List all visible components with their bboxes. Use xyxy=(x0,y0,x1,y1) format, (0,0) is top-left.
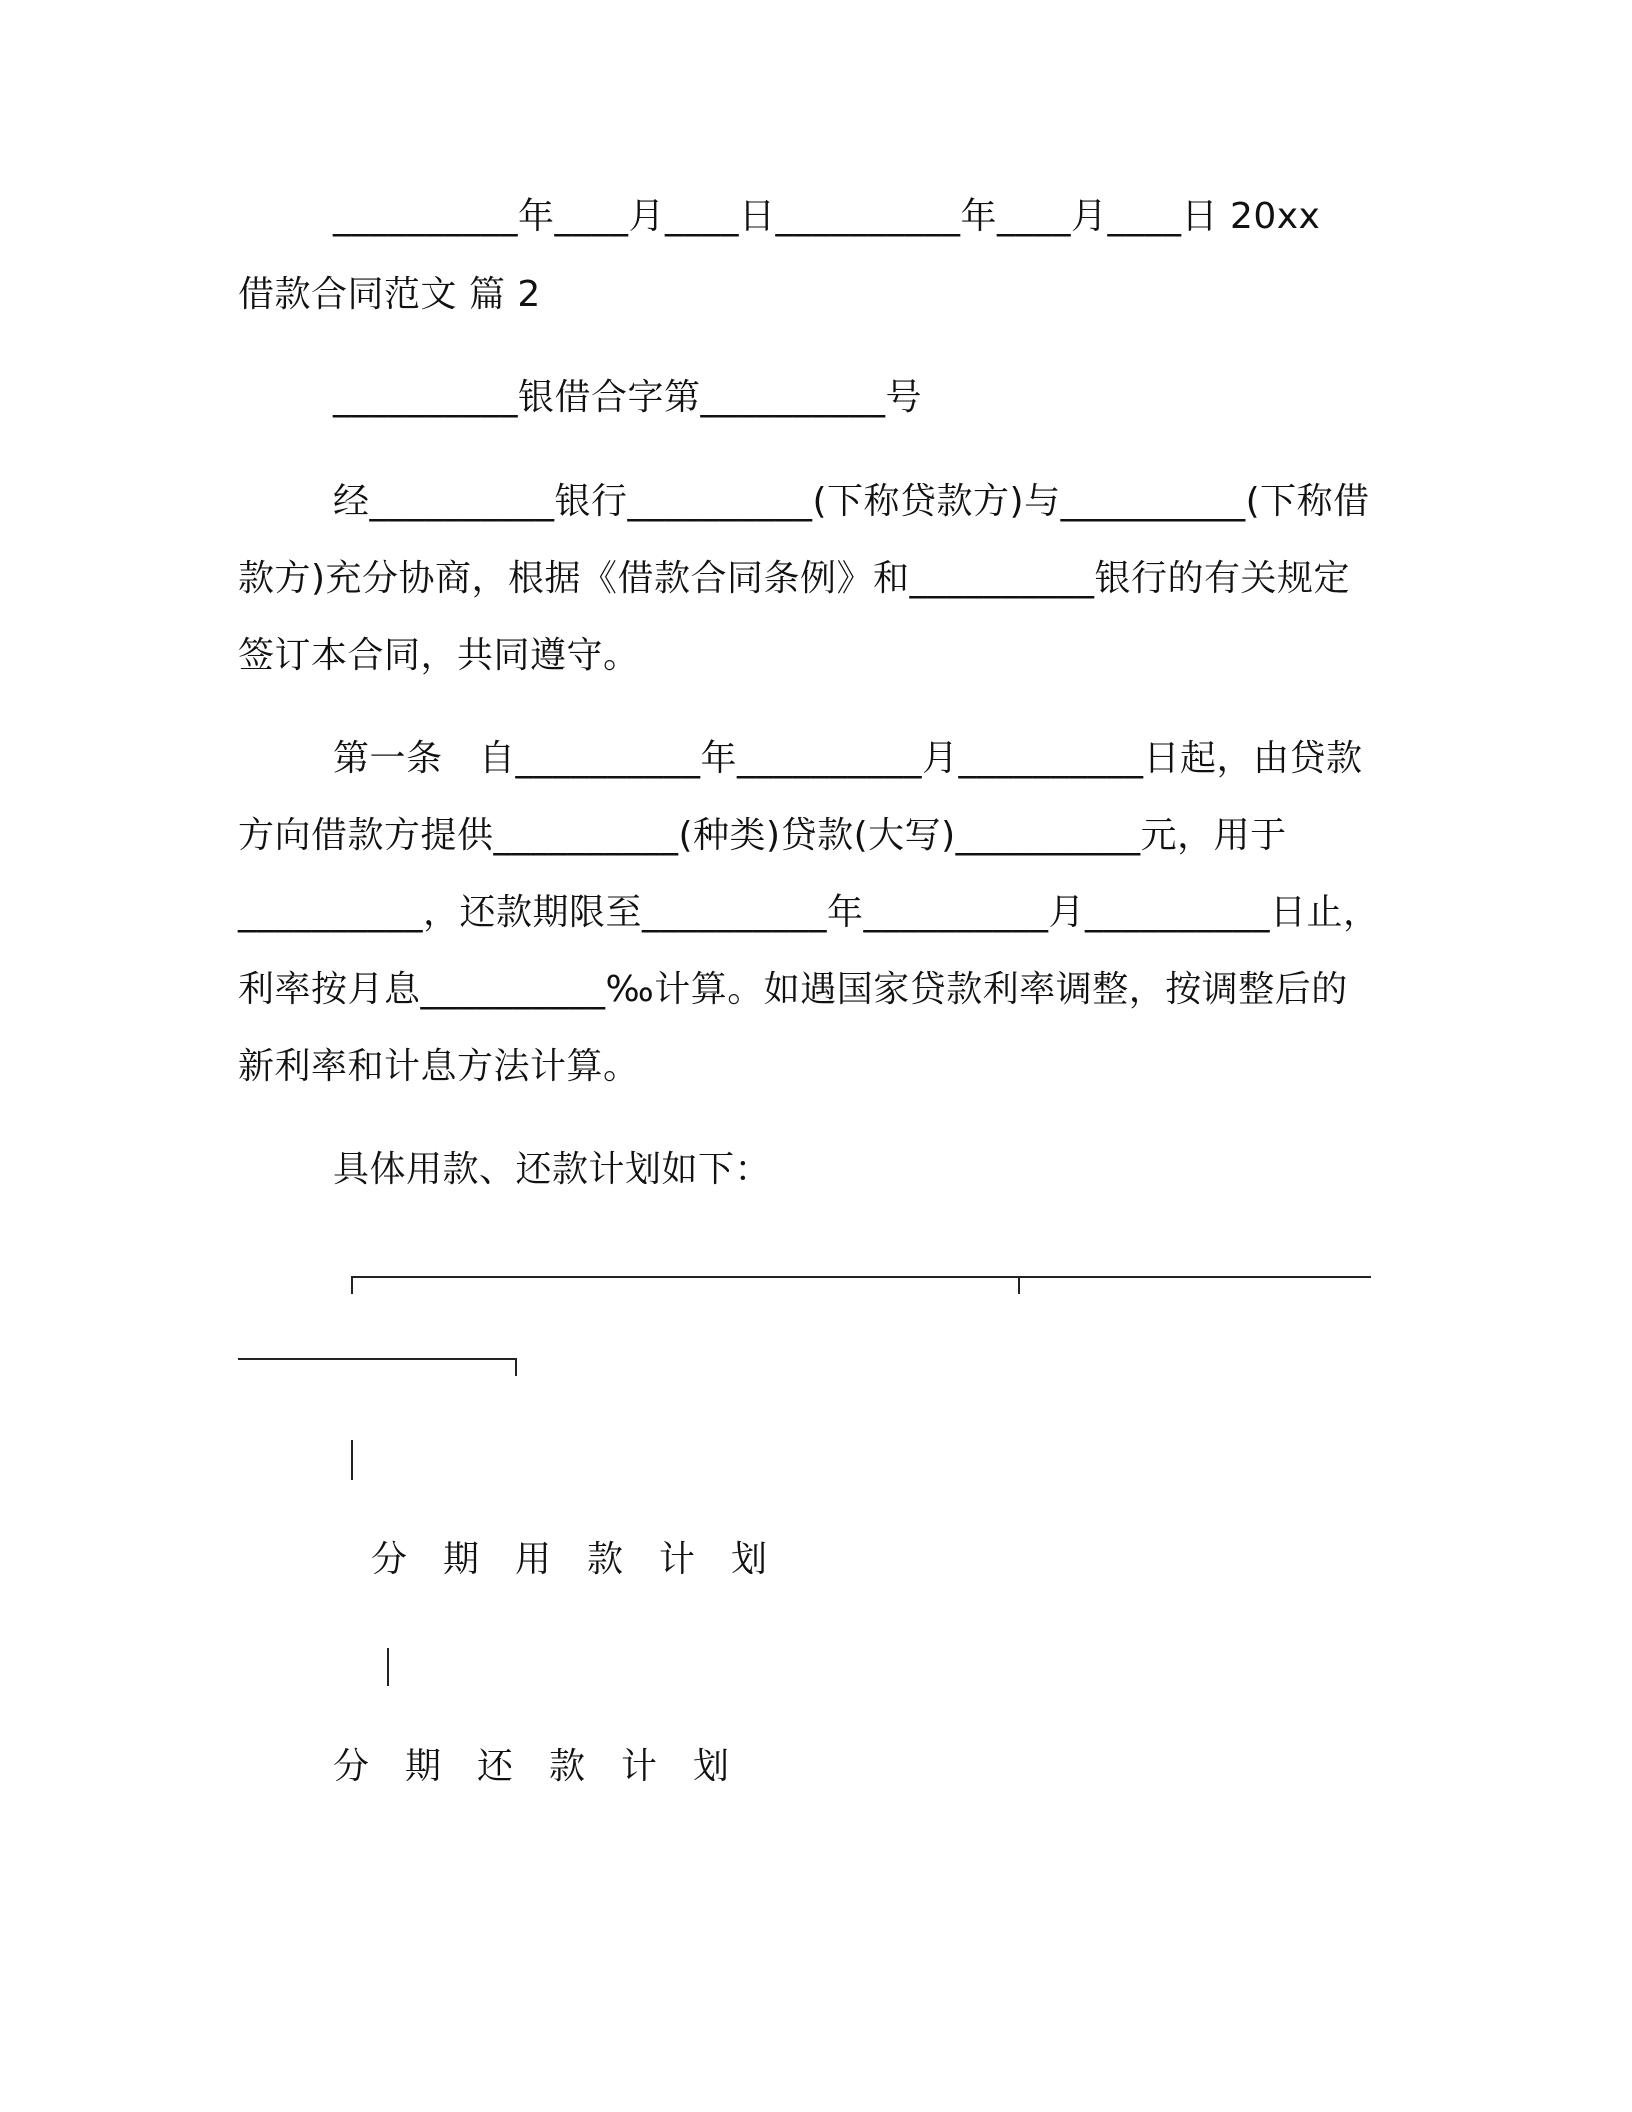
table-top-rule xyxy=(351,1276,1371,1278)
paragraph-line: 经__________银行__________(下称贷款方)与__________(下称借 xyxy=(333,481,1370,522)
paragraph-line: 签订本合同，共同遵守。 xyxy=(238,635,640,676)
table-divider-tick xyxy=(1018,1276,1020,1294)
table-heading-repayment-plan: 分期还款计划 xyxy=(333,1746,766,1787)
article-line: 第一条 自__________年__________月__________日起，由贷款 xyxy=(333,738,1363,779)
article-line: 新利率和计息方法计算。 xyxy=(238,1046,640,1087)
table-vertical-rule xyxy=(351,1440,353,1480)
contract-number-line: __________银借合字第__________号 xyxy=(333,377,923,418)
article-line: 方向借款方提供__________(种类)贷款(大写)__________元，用于 xyxy=(238,815,1287,856)
table-corner-tick xyxy=(351,1276,353,1294)
section-title: 借款合同范文 篇 2 xyxy=(238,274,541,315)
table-rule xyxy=(238,1358,517,1360)
table-vertical-rule xyxy=(387,1648,389,1686)
article-line: 利率按月息__________‰计算。如遇国家贷款利率调整，按调整后的 xyxy=(238,969,1348,1010)
plan-intro: 具体用款、还款计划如下： xyxy=(333,1149,772,1190)
article-line: __________，还款期限至__________年__________月__________日止， xyxy=(238,892,1380,933)
date-line: __________年____月____日__________年____月____日 20xx xyxy=(333,196,1321,237)
table-divider-tick xyxy=(515,1358,517,1376)
table-heading-borrowing-plan: 分期用款计划 xyxy=(371,1539,804,1580)
paragraph-line: 款方)充分协商，根据《借款合同条例》和__________银行的有关规定 xyxy=(238,558,1351,599)
